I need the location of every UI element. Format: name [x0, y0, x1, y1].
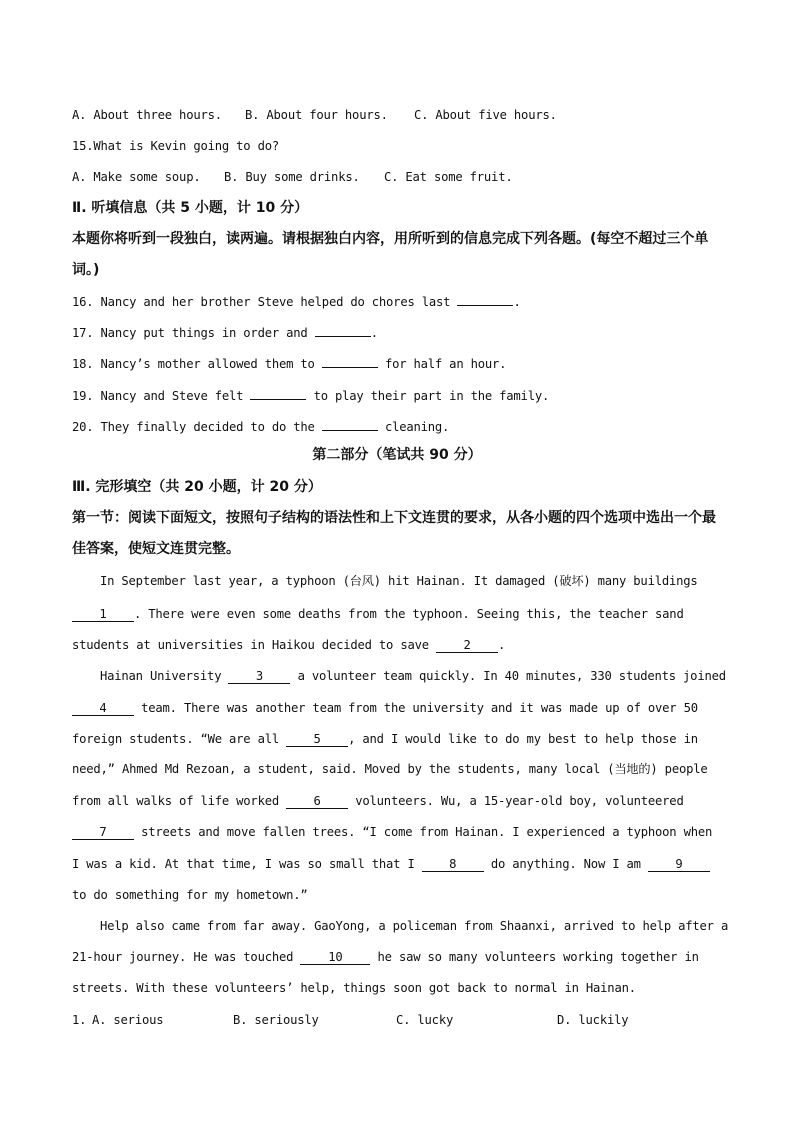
- cloze-blank-9[interactable]: 9: [648, 857, 710, 872]
- q15-options: [72, 168, 512, 186]
- q1-option-c[interactable]: C. lucky: [396, 1013, 454, 1027]
- cloze-blank-4[interactable]: 4: [72, 701, 134, 716]
- section3-sub-line1: 第一节：阅读下面短文，按照句子结构的语法性和上下文连贯的要求，从各小题的四个选项中选出一个最: [72, 510, 716, 526]
- passage-line-9: [72, 823, 712, 841]
- section3-heading: Ⅲ. 完形填空（共 20 小题，计 20 分）: [72, 479, 322, 495]
- q20-text: 20. They finally decided to do the: [72, 420, 322, 434]
- q17: [72, 324, 378, 342]
- passage-line-8: [72, 792, 684, 810]
- q18-text: 18. Nancy’s mother allowed them to: [72, 357, 322, 371]
- q20-blank[interactable]: [322, 430, 378, 431]
- q19-end: to play their part in the family.: [306, 389, 550, 403]
- passage-line-6-text: foreign students. “We are all: [72, 732, 287, 746]
- passage-line-3: [72, 636, 505, 654]
- passage-line-6-end: , and I would like to do my best to help those in: [348, 732, 698, 746]
- passage-line-7: need,” Ahmed Md Rezoan, a student, said. Moved by the students, many local (当地的) people: [72, 762, 708, 776]
- q17-text: 17. Nancy put things in order and: [72, 326, 315, 340]
- q14-option-a: A. About three hours.: [72, 108, 222, 122]
- passage-line-4: [72, 667, 726, 685]
- q1-option-b[interactable]: B. seriously: [233, 1013, 319, 1027]
- passage-line-11: to do something for my hometown.”: [72, 888, 308, 902]
- passage-line-8-text: from all walks of life worked: [72, 794, 287, 808]
- passage-line-1: In September last year, a typhoon (台风) hit Hainan. It damaged (破坏) many buildings: [100, 574, 698, 588]
- passage-line-13-end: he saw so many volunteers working together in: [370, 950, 699, 964]
- q15-option-b: B. Buy some drinks.: [224, 170, 360, 184]
- passage-line-3-text: students at universities in Haikou decided to save: [72, 638, 437, 652]
- q17-end: .: [370, 326, 378, 340]
- q14-options: [72, 106, 557, 124]
- q20-end: cleaning.: [377, 420, 450, 434]
- passage-line-13: [72, 948, 699, 966]
- q1-option-a[interactable]: A. serious: [92, 1013, 164, 1027]
- cloze-blank-2[interactable]: 2: [436, 638, 498, 653]
- cloze-blank-5[interactable]: 5: [286, 732, 348, 747]
- passage-line-9-text: streets and move fallen trees. “I come from Hainan. I experienced a typhoon when: [134, 825, 713, 839]
- section2-instruction-line1: 本题你将听到一段独白，读两遍。请根据独白内容，用所听到的信息完成下列各题。(每空不超过三个单: [72, 231, 709, 247]
- q1-option-d[interactable]: D. luckily: [557, 1013, 629, 1027]
- q1-options: [72, 1011, 628, 1029]
- cloze-blank-8[interactable]: 8: [422, 857, 484, 872]
- q16-text: 16. Nancy and her brother Steve helped do chores last: [72, 295, 458, 309]
- q15-option-c: C. Eat some fruit.: [384, 170, 513, 184]
- passage-line-12: Help also came from far away. GaoYong, a policeman from Shaanxi, arrived to help after a: [100, 919, 729, 933]
- cloze-blank-10[interactable]: 10: [300, 950, 370, 965]
- passage-line-6: [72, 730, 698, 748]
- q17-blank[interactable]: [315, 336, 371, 337]
- passage-line-8-end: volunteers. Wu, a 15-year-old boy, volunteered: [348, 794, 684, 808]
- section3-sub-line2: 佳答案，使短文连贯完整。: [72, 541, 240, 557]
- passage-line-10: [72, 855, 710, 873]
- cloze-blank-7[interactable]: 7: [72, 825, 134, 840]
- section2-heading: Ⅱ. 听填信息（共 5 小题，计 10 分）: [72, 200, 309, 216]
- q14-option-c: C. About five hours.: [414, 108, 557, 122]
- passage-line-5-text: team. There was another team from the university and it was made up of over 50: [134, 701, 698, 715]
- q19-text: 19. Nancy and Steve felt: [72, 389, 251, 403]
- q18-end: for half an hour.: [377, 357, 507, 371]
- passage-line-10-mid: do anything. Now I am: [483, 857, 648, 871]
- section2-instruction-line2: 词。): [72, 262, 100, 278]
- q18-blank[interactable]: [322, 367, 378, 368]
- q15-option-a: A. Make some soup.: [72, 170, 201, 184]
- cloze-blank-6[interactable]: 6: [286, 794, 348, 809]
- passage-line-2: [72, 605, 684, 623]
- passage-line-3-end: .: [498, 638, 506, 652]
- q20: [72, 418, 449, 436]
- passage-line-2-text: . There were even some deaths from the typhoon. Seeing this, the teacher sand: [134, 607, 684, 621]
- q19: [72, 387, 549, 405]
- q16-blank[interactable]: [457, 305, 513, 306]
- cloze-blank-1[interactable]: 1: [72, 607, 134, 622]
- q15-question: 15.What is Kevin going to do?: [72, 139, 279, 153]
- part2-title: 第二部分（笔试共 90 分）: [312, 447, 482, 463]
- passage-line-13-text: 21-hour journey. He was touched: [72, 950, 301, 964]
- passage-line-4-text: Hainan University: [100, 669, 229, 683]
- passage-line-14: streets. With these volunteers’ help, things soon got back to normal in Hainan.: [72, 981, 636, 995]
- passage-line-10-text: I was a kid. At that time, I was so small that I: [72, 857, 422, 871]
- cloze-blank-3[interactable]: 3: [228, 669, 290, 684]
- q16-end: .: [513, 295, 521, 309]
- q14-option-b: B. About four hours.: [245, 108, 388, 122]
- q19-blank[interactable]: [250, 399, 306, 400]
- q16: [72, 293, 521, 311]
- q18: [72, 355, 506, 373]
- passage-line-5: [72, 699, 698, 717]
- q1-label: 1.: [72, 1013, 87, 1027]
- passage-line-4-end: a volunteer team quickly. In 40 minutes, 330 students joined: [290, 669, 726, 683]
